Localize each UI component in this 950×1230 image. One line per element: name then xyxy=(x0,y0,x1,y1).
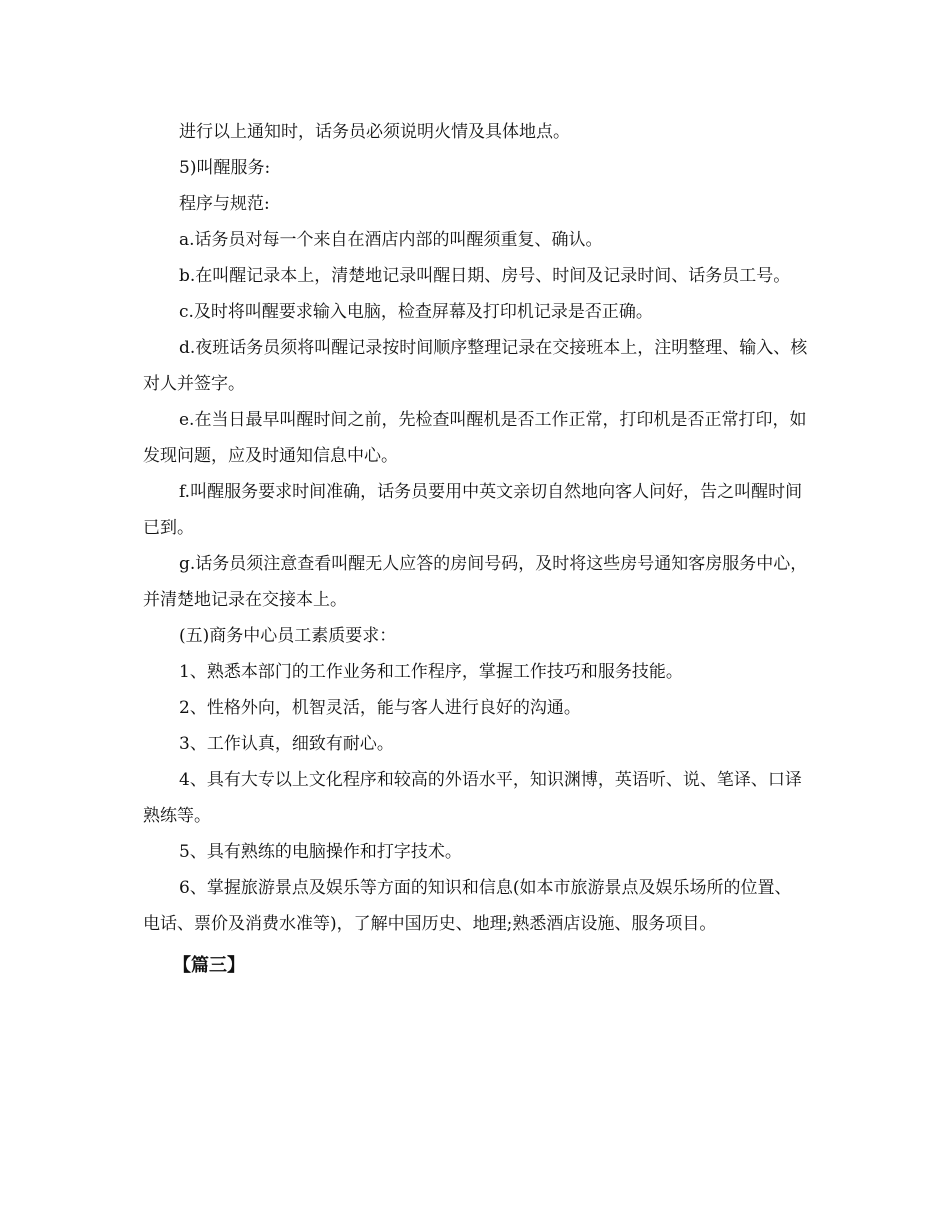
list-item: 2、性格外向，机智灵活，能与客人进行良好的沟通。 xyxy=(179,698,581,718)
paragraph: 进行以上通知时，话务员必须说明火情及具体地点。 xyxy=(179,122,570,142)
section-heading: 【篇三】 xyxy=(173,955,245,976)
paragraph: g.话务员须注意查看叫醒无人应答的房间号码，及时将这些房号通知客房服务中心，并清楚地记录在交接本上。 xyxy=(143,554,808,610)
paragraph: 程序与规范: xyxy=(179,194,270,214)
list-item: 4、具有大专以上文化程序和较高的外语水平，知识渊博，英语听、说、笔译、口译熟练等。 xyxy=(143,770,802,826)
list-item: 6、掌握旅游景点及娱乐等方面的知识和信息(如本市旅游景点及娱乐场所的位置、电话、票价及消费水准等)，了解中国历史、地理;熟悉酒店设施、服务项目。 xyxy=(143,878,792,934)
paragraph: 5)叫醒服务: xyxy=(179,158,271,178)
list-item: 5、具有熟练的电脑操作和打字技术。 xyxy=(179,842,462,862)
document-body xyxy=(143,114,808,984)
list-item: 3、工作认真，细致有耐心。 xyxy=(179,734,394,754)
paragraph: a.话务员对每一个来自在酒店内部的叫醒须重复、确认。 xyxy=(179,230,603,250)
paragraph: e.在当日最早叫醒时间之前，先检查叫醒机是否工作正常，打印机是否正常打印，如发现问题，应及时通知信息中心。 xyxy=(143,410,807,466)
section-subheading: (五)商务中心员工素质要求： xyxy=(179,626,397,646)
paragraph: f.叫醒服务要求时间准确，话务员要用中英文亲切自然地向客人问好，告之叫醒时间已到。 xyxy=(143,482,803,538)
paragraph: c.及时将叫醒要求输入电脑，检查屏幕及打印机记录是否正确。 xyxy=(179,302,653,322)
list-item: 1、熟悉本部门的工作业务和工作程序，掌握工作技巧和服务技能。 xyxy=(179,662,683,682)
paragraph: d.夜班话务员须将叫醒记录按时间顺序整理记录在交接班本上，注明整理、输入、核对人并签字。 xyxy=(143,338,808,394)
paragraph: b.在叫醒记录本上，清楚地记录叫醒日期、房号、时间及记录时间、话务员工号。 xyxy=(179,266,791,286)
